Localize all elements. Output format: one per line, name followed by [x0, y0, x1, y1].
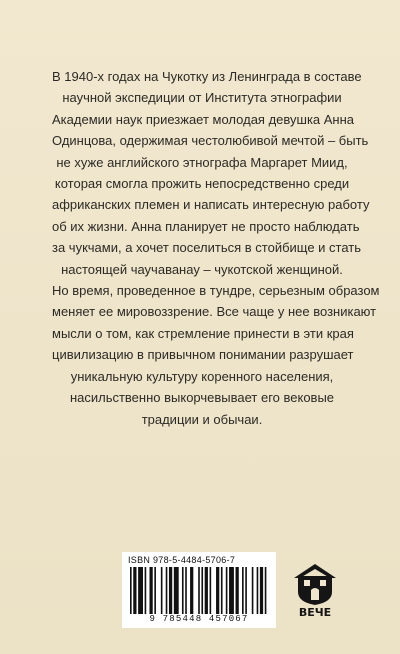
blurb-line: традиции и обычаи.	[141, 411, 263, 427]
blurb-line: за чукчами, а хочет поселиться в стойбище и стать	[52, 240, 362, 256]
blurb-line: Академии наук приезжает молодая девушка Анна	[52, 111, 355, 127]
blurb-line: которая смогла прожить непосредственно среди	[54, 176, 350, 192]
blurb-line: африканских племен и написать интересную работу	[52, 197, 370, 213]
isbn-barcode	[122, 552, 276, 628]
blurb-line: настоящей чаучаванау – чукотской женщиной.	[61, 261, 343, 277]
blurb-line: меняет ее мировоззрение. Все чаще у нее возникают	[52, 304, 377, 320]
publisher-name: ВЕЧЕ	[298, 606, 332, 619]
blurb-line: не хуже английского этнографа Маргарет Миид,	[56, 154, 348, 170]
blurb-line: уникальную культуру коренного населения,	[70, 368, 334, 384]
barcode-digits: 9 785448 457067	[149, 614, 249, 624]
blurb-paragraph	[52, 66, 380, 430]
barcode-icon	[130, 567, 268, 614]
blurb-line: Но время, проведенное в тундре, серьезным образом	[52, 283, 380, 299]
blurb-line: мысли о том, как стремление принести в эти края	[52, 325, 354, 341]
blurb-line: В 1940-х годах на Чукотку из Ленинграда в составе	[52, 69, 362, 84]
blurb-line: цивилизацию в привычном понимании разрушает	[52, 347, 354, 363]
blurb-line: научной экспедиции от Института этнографии	[62, 90, 342, 106]
shield-house-icon	[292, 562, 338, 606]
blurb-line: об их жизни. Анна планирует не просто наблюдать	[52, 218, 360, 234]
isbn-label: ISBN 978-5-4484-5706-7	[128, 555, 236, 565]
blurb-line: насильственно выкорчевывает его вековые	[69, 390, 335, 406]
publisher-logo	[292, 562, 338, 626]
blurb-text	[52, 66, 380, 430]
blurb-line: Одинцова, одержимая честолюбивой мечтой – быть	[52, 133, 369, 149]
